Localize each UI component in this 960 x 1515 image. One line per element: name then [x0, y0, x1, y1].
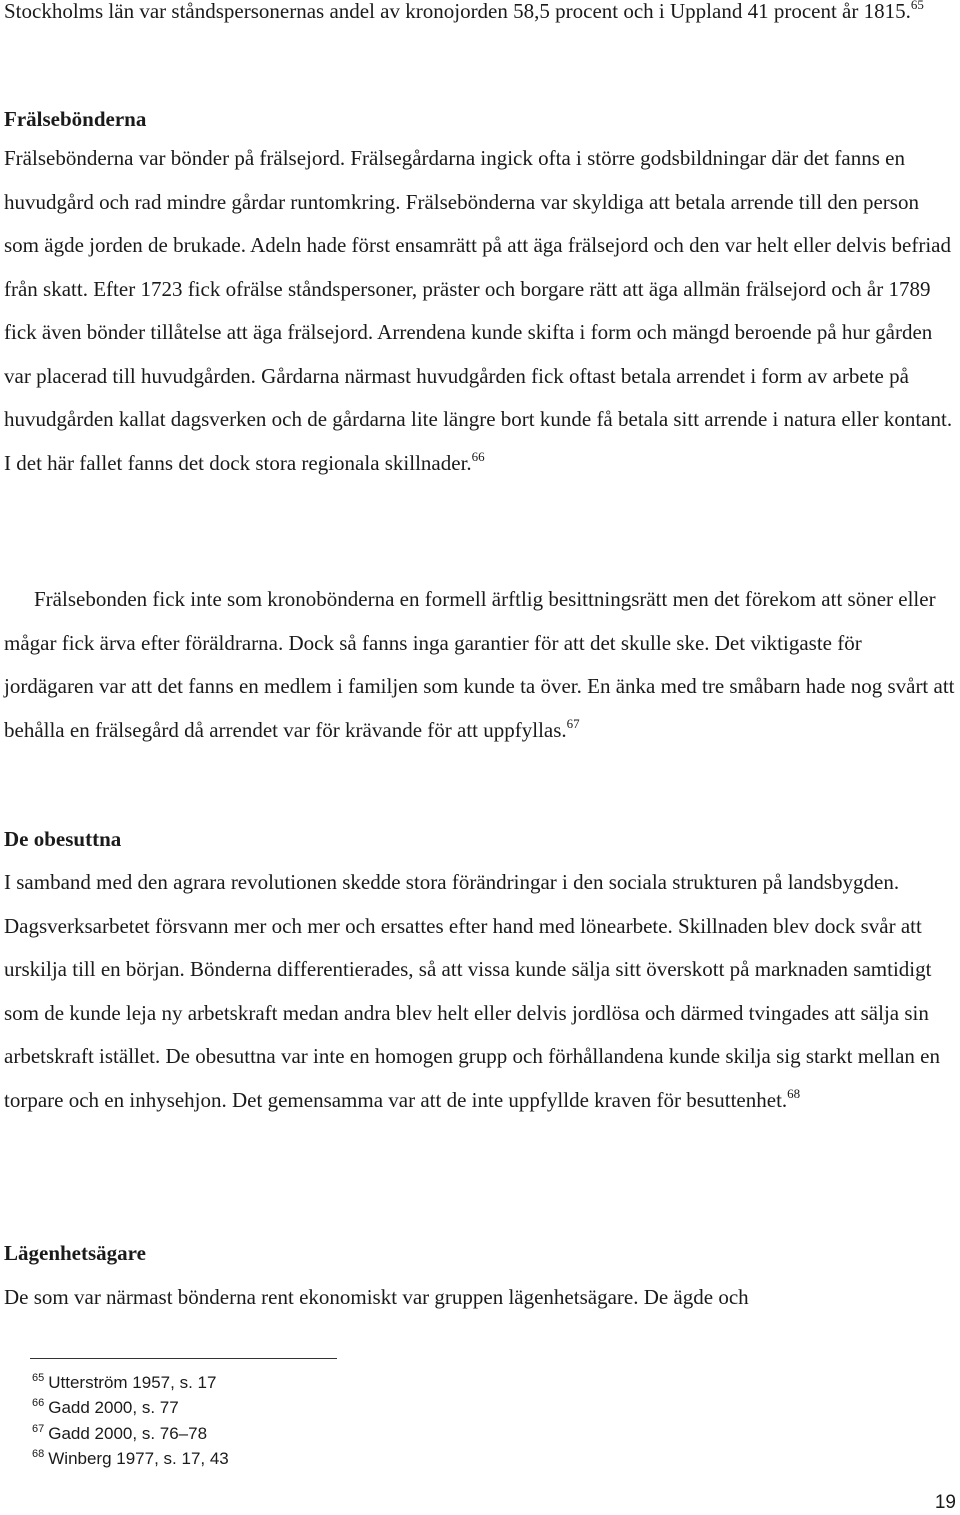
footnote-text: Gadd 2000, s. 77 [48, 1398, 179, 1418]
lagenhetsagare-p1-text: De som var närmast bönderna rent ekonomiskt var gruppen lägenhetsägare. De ägde och [4, 1285, 749, 1309]
footnote-separator [30, 1358, 337, 1359]
footnote-ref-66[interactable]: 66 [471, 448, 485, 464]
fralsebonderna-p2-text: Frälsebonden fick inte som kronobönderna en formell ärftlig besittningsrätt men det förekom att söner eller mågar fick ärva efter föräldrarna. Dock så fanns inga garantier för att det skulle ske. Det viktigaste för jordägaren var att det fanns en medlem i familjen som kunde ta över. En änka med tre småbarn hade nog svårt att behålla en frälsegård då arrendet var för krävande för att uppfyllas. [4, 587, 955, 742]
fralsebonderna-paragraph-1 [4, 137, 956, 485]
footnote-ref-67[interactable]: 67 [566, 715, 580, 731]
obesuttna-p1-text: I samband med den agrara revolutionen skedde stora förändringar i den sociala strukturen på landsbygden. Dagsverksarbetet försvann mer och mer och ersattes efter hand med lönearbete. Skillnaden blev dock svår att urskilja till en början. Bönderna differentierades, så att vissa kunde sälja sitt överskott på marknaden samtidigt som de kunde leja ny arbetskraft medan andra blev helt eller delvis jordlösa och därmed tvingades att sälja sin arbetskraft istället. De obesuttna var inte en homogen grupp och förhållandena kunde skilja sig starkt mellan en torpare och en inhysehjon. Det gemensamma var att de inte uppfyllde kraven för besuttenhet. [4, 870, 940, 1112]
page-number: 19 [934, 1492, 956, 1513]
footnote-ref-65[interactable]: 65 [910, 0, 924, 12]
heading-fralsebonderna: Frälsebönderna [4, 107, 147, 131]
lagenhetsagare-paragraph [4, 1276, 956, 1320]
footnote-68 [32, 1446, 229, 1471]
fralsebonderna-paragraph-2 [4, 578, 956, 752]
footnote-text: Winberg 1977, s. 17, 43 [48, 1448, 229, 1468]
obesuttna-paragraph [4, 861, 956, 1122]
fralsebonderna-p1-text: Frälsebönderna var bönder på frälsejord. Frälsegårdarna ingick ofta i större godsbildningar där det fanns en huvudgård och rad mindre gårdar runtomkring. Frälsebönderna var skyldiga att betala arrende till den person som ägde jorden de brukade. Adeln hade först ensamrätt på att äga frälsejord och den var helt eller delvis befriad från skatt. Efter 1723 fick ofrälse ståndspersoner, präster och borgare rätt att äga allmän frälsejord och år 1789 fick även bönder tillåtelse att äga frälsejord. Arrendena kunde skifta i form och mängd beroende på hur gården var placerad till huvudgården. Gårdarna närmast huvudgården fick oftast betala arrendet i form av arbete på huvudgården kallat dagsverken och de gårdarna lite längre bort kunde få betala sitt arrende i natura eller kontant. I det här fallet fanns det dock stora regionala skillnader. [4, 146, 953, 475]
intro-paragraph [4, 0, 956, 34]
footnote-number: 68 [32, 1447, 45, 1460]
heading-de-obesuttna: De obesuttna [4, 827, 122, 851]
footnote-text: Gadd 2000, s. 76–78 [48, 1423, 208, 1443]
footnotes [32, 1370, 229, 1471]
intro-text: Stockholms län var ståndspersonernas andel av kronojorden 58,5 procent och i Uppland 41 procent år 1815. [4, 0, 911, 23]
footnote-text: Utterström 1957, s. 17 [48, 1373, 217, 1392]
footnote-65 [32, 1370, 229, 1395]
footnote-66 [32, 1395, 229, 1420]
footnote-number: 66 [32, 1397, 45, 1410]
footnote-number: 65 [32, 1372, 45, 1384]
heading-lagenhetsagare: Lägenhetsägare [4, 1241, 146, 1265]
footnote-67 [32, 1421, 229, 1446]
footnote-number: 67 [32, 1422, 45, 1435]
footnote-ref-68[interactable]: 68 [787, 1085, 801, 1101]
